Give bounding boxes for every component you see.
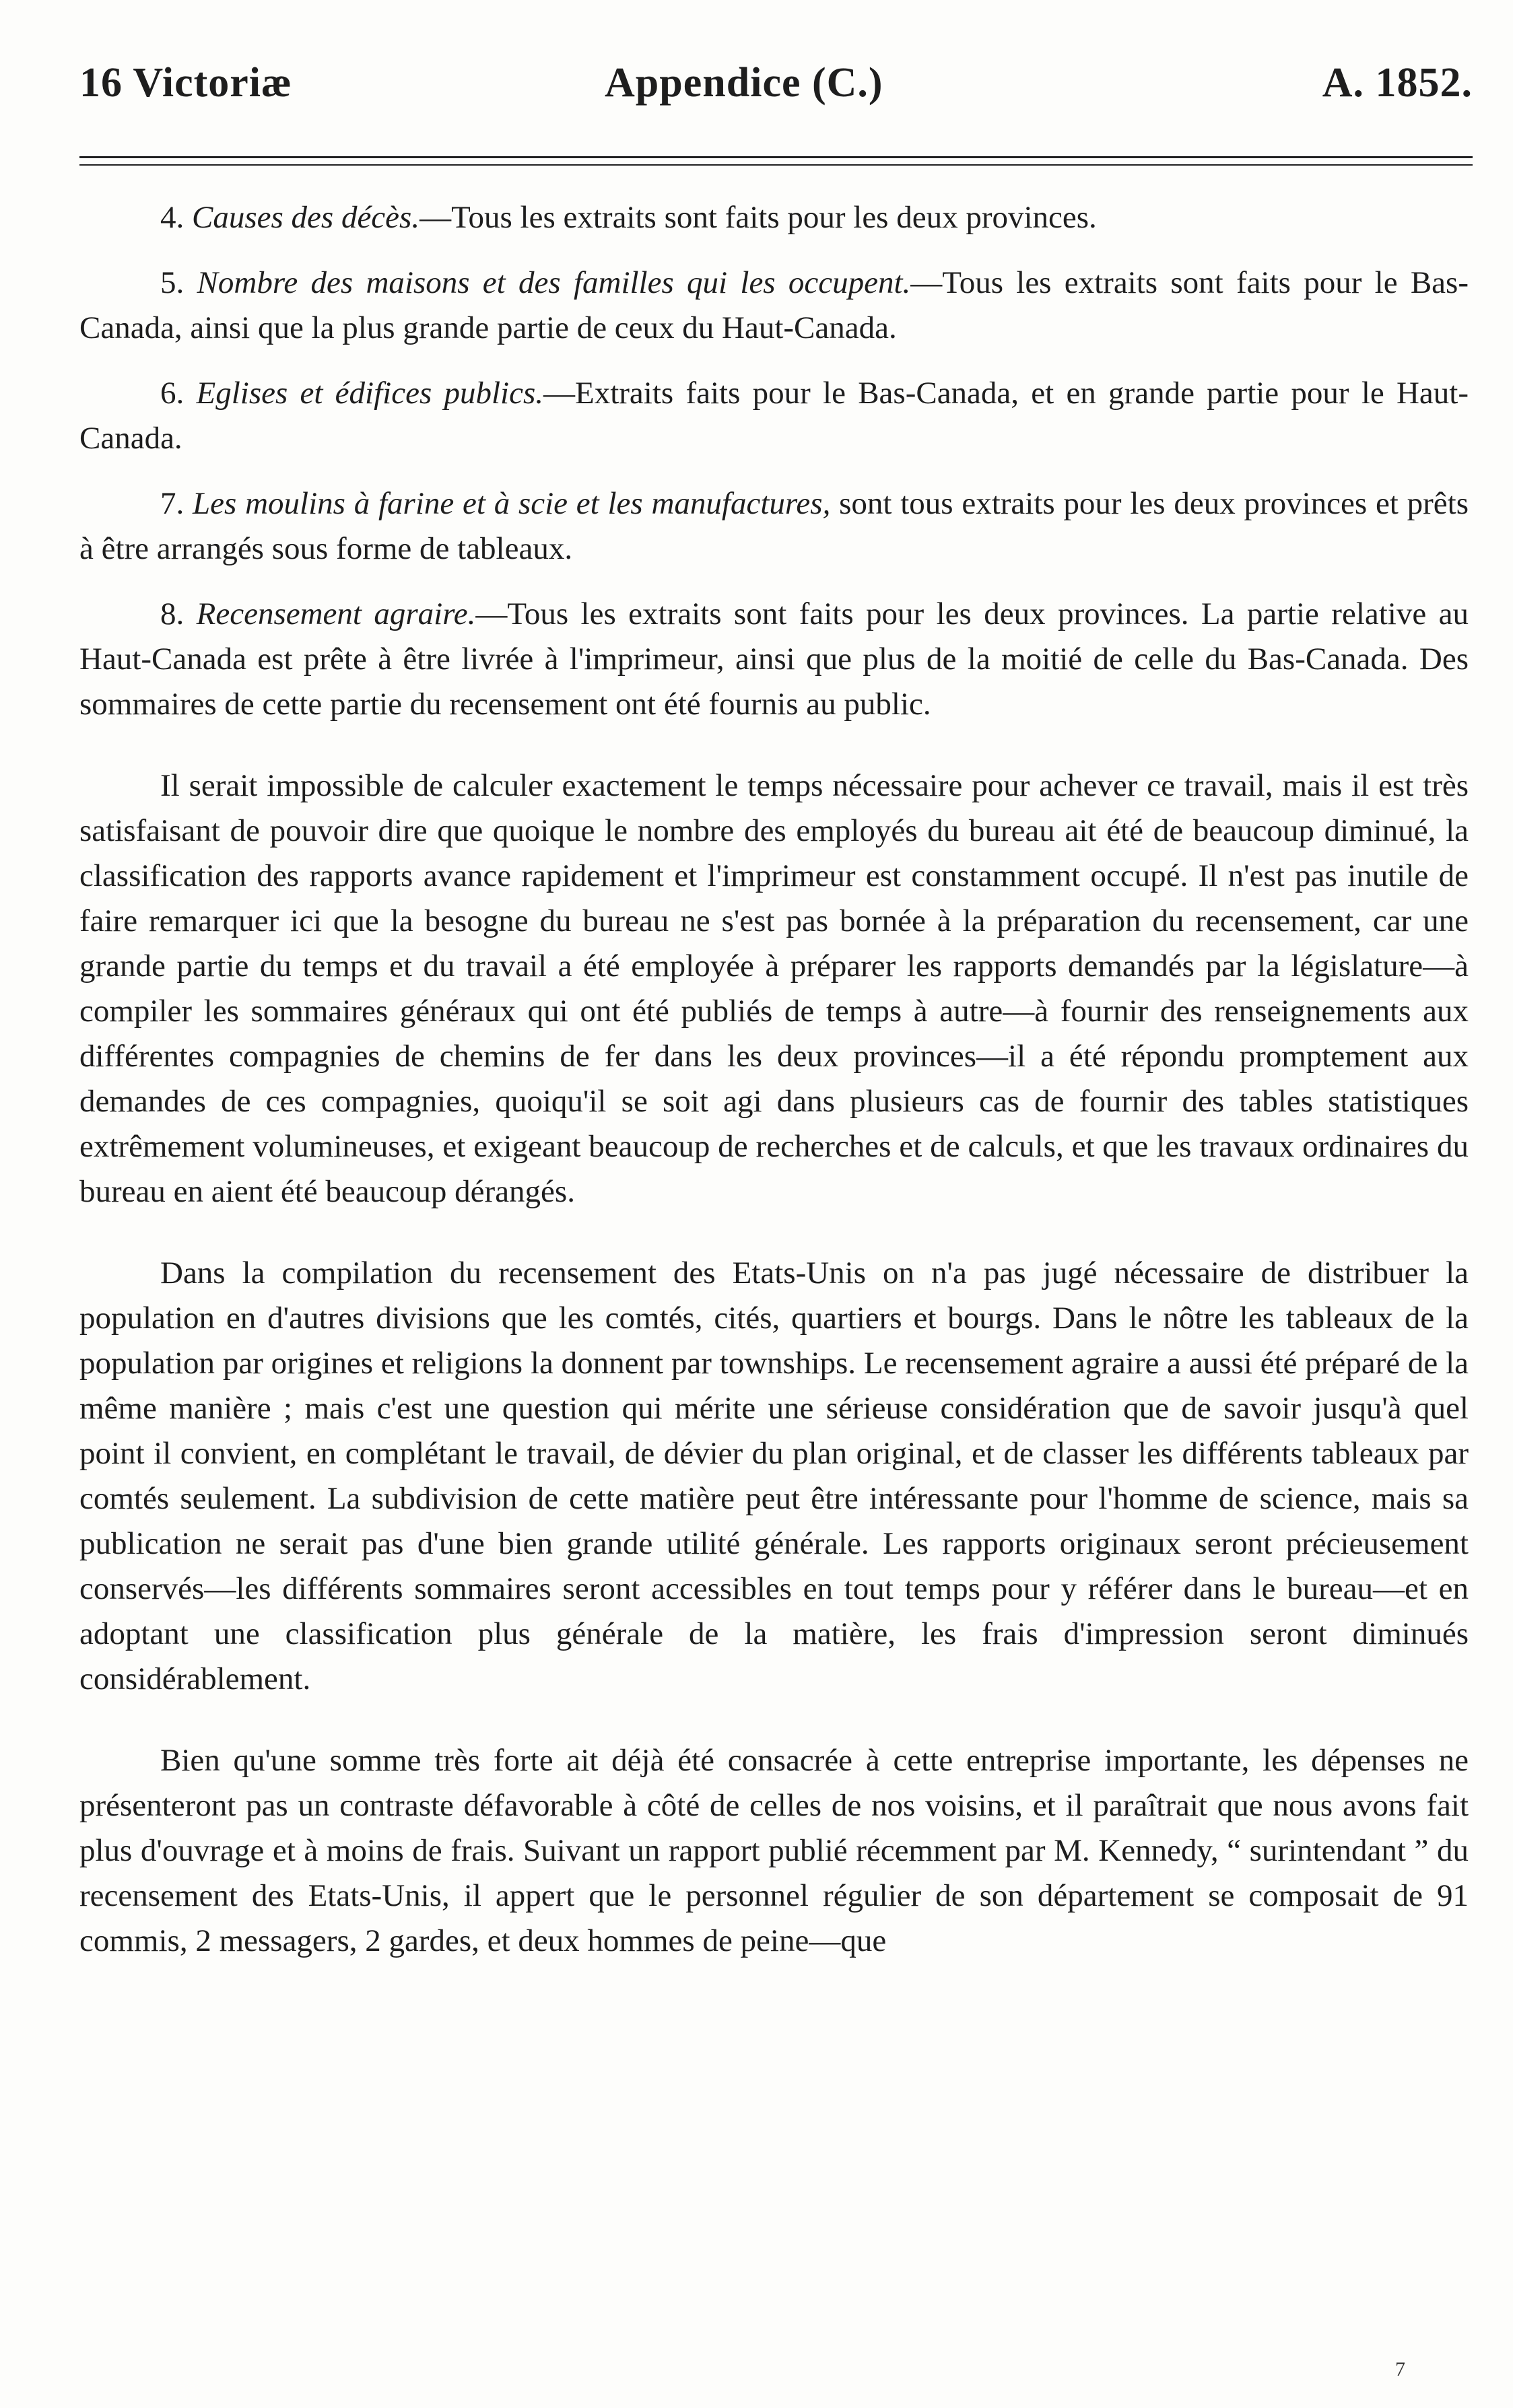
item-title: Eglises et édifices publics.: [196, 376, 544, 411]
list-item: [79, 371, 1469, 461]
header-session: 16 Victoriæ: [79, 60, 292, 106]
page-header: [79, 59, 1473, 120]
header-year: A. 1852.: [1322, 60, 1473, 106]
header-rule-top: [79, 156, 1473, 158]
list-item: [79, 481, 1469, 572]
body-paragraph: Il serait impossible de calculer exactement le temps nécessaire pour achever ce travail, mais il est très satisfaisant de pouvoir dire que quoique le nombre des employés du bureau ait été de beaucoup diminué, la classification des rapports avance rapidement et l'imprimeur est constamment occupé. Il n'est pas inutile de faire remarquer ici que la besogne du bureau ne s'est pas bornée à la préparation du recensement, car une grande partie du temps et du travail a été employée à préparer les rapports demandés par la législature—à compiler les sommaires généraux qui ont été publiés de temps à autre—à fournir des renseignements aux différentes compagnies de chemins de fer dans les deux provinces—il a été répondu promptement aux demandes de ces compagnies, quoiqu'il se soit agi dans plusieurs cas de fournir des tables statistiques extrêmement volumineuses, et exigeant beaucoup de recherches et de calculs, et que les travaux ordinaires du bureau en aient été beaucoup dérangés.: [79, 768, 1469, 1209]
list-item: [79, 195, 1469, 240]
item-number: 5.: [160, 265, 184, 300]
item-number: 6.: [160, 376, 184, 411]
body-paragraph: Dans la compilation du recensement des Etats-Unis on n'a pas jugé nécessaire de distribuer la population en d'autres divisions que les comtés, cités, quartiers et bourgs. Dans le nôtre les tableaux de la population par origines et religions la donnent par townships. Le recensement agraire a aussi été préparé de la même manière ; mais c'est une question qui mérite une sérieuse considération que de savoir jusqu'à quel point il convient, en complétant le travail, de dévier du plan original, et de classer les différents tableaux par comtés seulement. La subdivision de cette matière peut être intéressante pour l'homme de science, mais sa publication ne serait pas d'une bien grande utilité générale. Les rapports originaux seront précieusement conservés—les différents sommaires seront accessibles en tout temps pour y référer dans le bureau—et en adoptant une classification plus générale de la matière, les frais d'impression seront diminués considérablement.: [79, 1255, 1469, 1696]
list-item: [79, 592, 1469, 727]
item-number: 8.: [160, 596, 184, 631]
item-text: —Extraits faits pour le Bas-Canada, et en grande partie pour le Haut-Canada.: [79, 376, 1469, 456]
item-text: —Tous les extraits sont faits pour les deux provinces. La partie relative au Haut-Canada est prête à être livrée à l'imprimeur, ainsi que plus de la moitié de celle du Bas-Canada. Des sommaires de cette partie du recensement ont été fournis au public.: [79, 596, 1469, 722]
item-text: —Tous les extraits sont faits pour le Bas-Canada, ainsi que la plus grande partie de ceux du Haut-Canada.: [79, 265, 1469, 345]
list-item: [79, 261, 1469, 351]
item-title: Nombre des maisons et des familles qui les occupent.: [197, 265, 911, 300]
item-title: Recensement agraire.: [196, 596, 476, 631]
body-paragraph: Bien qu'une somme très forte ait déjà été consacrée à cette entreprise importante, les dépenses ne présenteront pas un contraste défavorable à côté de celles de nos voisins, et il paraîtrait que nous avons fait plus d'ouvrage et à moins de frais. Suivant un rapport publié récemment par M. Kennedy, “ surintendant ” du recensement des Etats-Unis, il appert que le personnel régulier de son département se composait de 91 commis, 2 messagers, 2 gardes, et deux hommes de peine—que: [79, 1743, 1469, 1958]
header-rule-bottom: [79, 164, 1473, 166]
item-text: —Tous les extraits sont faits pour les deux provinces.: [419, 200, 1097, 235]
item-number: 4.: [160, 200, 184, 235]
signature-mark: 7: [1395, 2358, 1405, 2380]
item-text: sont tous extraits pour les deux provinces et prêts à être arrangés sous forme de tableaux.: [79, 486, 1469, 566]
item-number: 7.: [160, 486, 184, 521]
header-appendix: Appendice (C.): [605, 60, 883, 106]
item-title: Causes des décès.: [192, 200, 420, 235]
item-title: Les moulins à farine et à scie et les manufactures,: [193, 486, 831, 521]
page-body: [79, 195, 1469, 1984]
